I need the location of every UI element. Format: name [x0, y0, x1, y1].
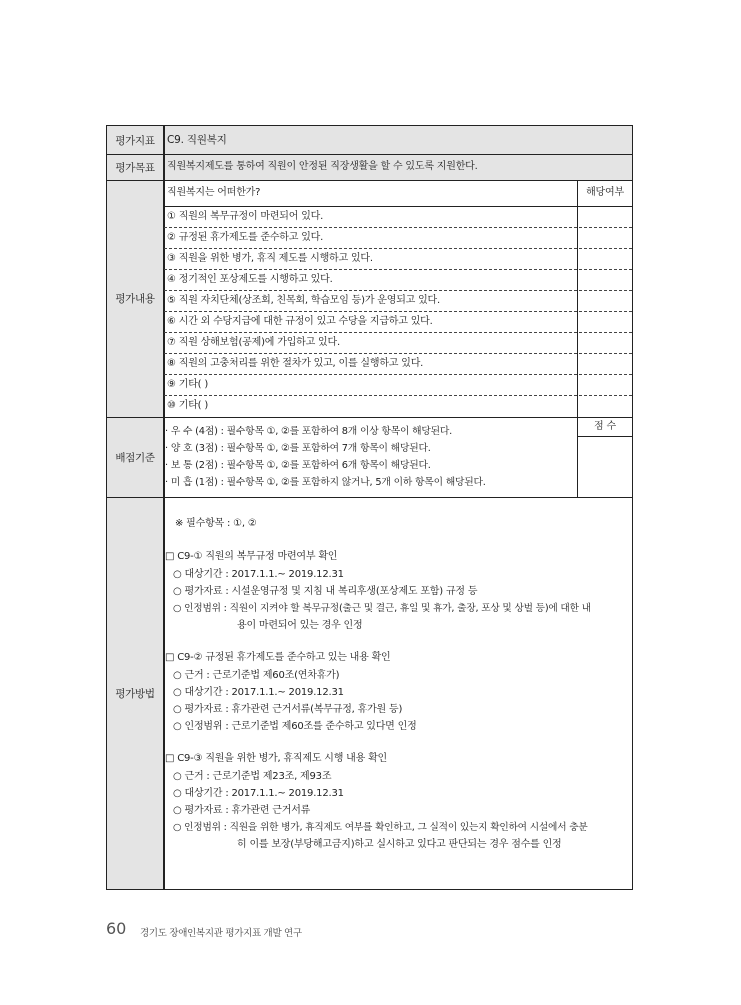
- objective-value: 직원복지제도를 통하여 직원이 안정된 직장생활을 할 수 있도록 지원한다.: [167, 161, 478, 172]
- method-line: ○ 평가자료 : 휴가관련 근거서류(복무규정, 휴가원 등): [173, 704, 403, 715]
- content-item: ⑨ 기타( ): [167, 379, 209, 390]
- item-divider-3: [164, 269, 632, 270]
- method-line: ○ 근거 : 근로기준법 제23조, 제93조: [173, 771, 332, 782]
- scoring-row: · 우 수 (4점) : 필수항목 ①, ②를 포함하여 8개 이상 항목이 해당된다.: [165, 426, 453, 437]
- item-divider-4: [164, 290, 632, 291]
- method-line: ○ 인정범위 : 근로기준법 제60조를 준수하고 있다면 인정: [173, 721, 417, 732]
- content-item: ① 직원의 복무규정이 마련되어 있다.: [167, 211, 324, 222]
- scoring-label: 배점기준: [115, 451, 155, 464]
- content-item: ② 규정된 휴가제도를 준수하고 있다.: [167, 232, 324, 243]
- score-header-border: [577, 436, 632, 437]
- method-line: ○ 대상기간 : 2017.1.1.~ 2019.12.31: [173, 687, 344, 698]
- method-line: ○ 인정범위 : 직원이 지켜야 할 복무규정(출근 및 결근, 휴일 및 휴가, 출장, 포상 및 상벌 등)에 대한 내: [173, 603, 591, 614]
- indicator-label: 평가지표: [115, 134, 155, 147]
- evaluation-table: [106, 125, 633, 890]
- question-header-border: [163, 206, 632, 207]
- score-header: 점 수: [594, 421, 616, 432]
- row-border-2: [107, 180, 632, 181]
- row-border-1: [107, 154, 632, 155]
- item-divider-8: [164, 374, 632, 375]
- applicable-header: 해당여부: [586, 187, 624, 198]
- item-divider-5: [164, 311, 632, 312]
- content-item: ④ 정기적인 포상제도를 시행하고 있다.: [167, 274, 333, 285]
- scoring-row: · 미 흡 (1점) : 필수항목 ①, ②를 포함하지 않거나, 5개 이하 항목이 해당된다.: [165, 477, 486, 488]
- method-line: ○ 평가자료 : 휴가관련 근거서류: [173, 805, 311, 816]
- item-divider-9: [164, 395, 632, 396]
- item-divider-1: [164, 227, 632, 228]
- item-divider-7: [164, 353, 632, 354]
- required-note: ※ 필수항목 : ①, ②: [175, 518, 257, 529]
- content-item: ⑥ 시간 외 수당지급에 대한 규정이 있고 수당을 지급하고 있다.: [167, 316, 433, 327]
- method-line: ○ 인정범위 : 직원을 위한 병가, 휴직제도 여부를 확인하고, 그 실적이 있는지 확인하여 시설에서 충분: [173, 822, 588, 833]
- item-divider-6: [164, 332, 632, 333]
- method-line: ○ 근거 : 근로기준법 제60조(연차휴가): [173, 670, 340, 681]
- method-line: 용이 마련되어 있는 경우 인정: [237, 620, 363, 631]
- scoring-row: · 양 호 (3점) : 필수항목 ①, ②를 포함하여 7개 항목이 해당된다.: [165, 443, 431, 454]
- footer-title: 경기도 장애인복지관 평가지표 개발 연구: [140, 928, 302, 939]
- method-section-title: □ C9-② 규정된 휴가제도를 준수하고 있는 내용 확인: [165, 652, 391, 663]
- content-item: ⑦ 직원 상해보험(공제)에 가입하고 있다.: [167, 337, 340, 348]
- method-label: 평가방법: [115, 687, 155, 700]
- item-divider-2: [164, 248, 632, 249]
- method-line: ○ 평가자료 : 시설운영규정 및 지침 내 복리후생(포상제도 포함) 규정 등: [173, 586, 478, 597]
- label-column-divider: [163, 126, 165, 889]
- method-line: 히 이를 보장(부당해고금지)하고 실시하고 있다고 판단되는 경우 점수를 인정: [237, 839, 562, 850]
- objective-label: 평가목표: [115, 161, 155, 174]
- page-number: 60: [106, 919, 127, 938]
- content-label: 평가내용: [115, 293, 155, 305]
- method-line: ○ 대상기간 : 2017.1.1.~ 2019.12.31: [173, 788, 344, 799]
- method-line: ○ 대상기간 : 2017.1.1.~ 2019.12.31: [173, 569, 344, 580]
- content-item: ③ 직원을 위한 병가, 휴직 제도를 시행하고 있다.: [167, 253, 373, 264]
- content-item: ⑧ 직원의 고충처리를 위한 절차가 있고, 이를 실행하고 있다.: [167, 358, 424, 369]
- indicator-value: C9. 직원복지: [167, 134, 227, 146]
- content-question: 직원복지는 어떠한가?: [167, 187, 261, 198]
- row-border-4: [107, 497, 632, 498]
- content-item: ⑩ 기타( ): [167, 400, 209, 411]
- row-border-3: [107, 417, 632, 418]
- content-item: ⑤ 직원 자치단체(상조회, 친목회, 학습모임 등)가 운영되고 있다.: [167, 295, 440, 306]
- method-section-title: □ C9-① 직원의 복무규정 마련여부 확인: [165, 551, 338, 562]
- method-section-title: □ C9-③ 직원을 위한 병가, 휴직제도 시행 내용 확인: [165, 753, 387, 764]
- scoring-row: · 보 통 (2점) : 필수항목 ①, ②를 포함하여 6개 항목이 해당된다.: [165, 460, 431, 471]
